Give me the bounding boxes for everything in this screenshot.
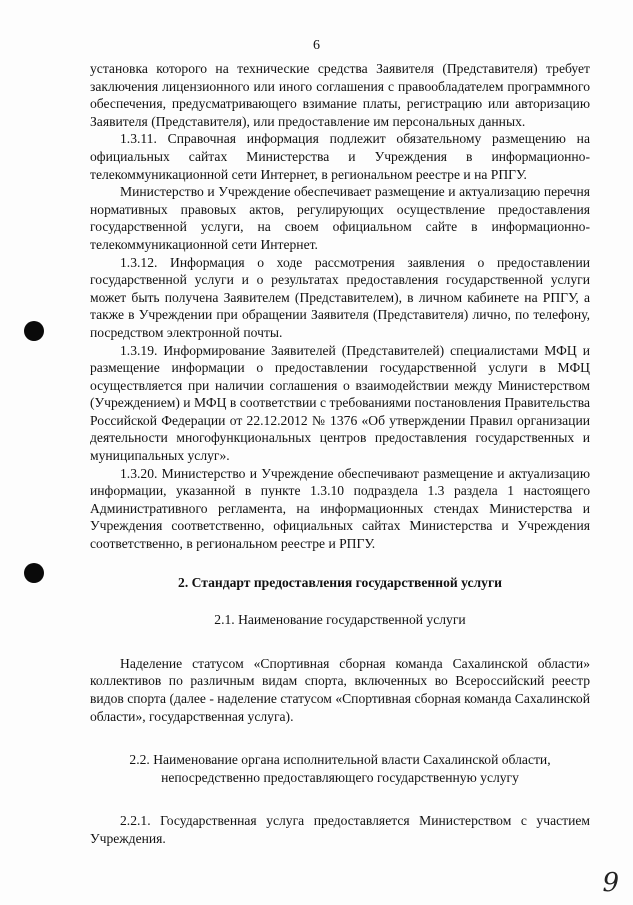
paragraph-service-name: Наделение статусом «Спортивная сборная команда Сахалинской области» коллективов по различным видам спорта, включенных во Всероссийский реестр видов спорта (далее - наделение статусом «Спортивная сборная команда Сахалинской области», государственная услуга). [90, 655, 590, 724]
handwritten-page-number: 9 [602, 868, 619, 898]
paragraph-1-3-11: 1.3.11. Справочная информация подлежит обязательному размещению на официальных сайтах Министерства и Учреждения в информационно-телекоммуникационной сети Интернет, в региональном реестре и на РПГУ. [90, 131, 590, 182]
document-body [90, 60, 590, 848]
paragraph-continuation: установка которого на технические средства Заявителя (Представителя) требует заключения лицензионного или иного соглашения с правообладателем программного обеспечения, предусматривающего взимание платы, регистрацию или авторизацию Заявителя (Представителя), или предоставление им персональных данных. [90, 61, 590, 129]
paragraph-npa-list: Министерство и Учреждение обеспечивает размещение и актуализацию перечня нормативных правовых актов, регулирующих осуществление предоставления государственной услуги, на своем официальном сайте в информационно-телекоммуникационной сети Интернет. [90, 184, 590, 252]
section-heading-2: 2. Стандарт предоставления государственной услуги [178, 574, 502, 590]
subsection-heading-2-1: 2.1. Наименование государственной услуги [214, 612, 466, 628]
punch-hole [24, 563, 44, 583]
subsection-heading-2-2-line2: непосредственно предоставляющего государственную услугу [161, 769, 519, 785]
paragraph-1-3-19: 1.3.19. Информирование Заявителей (Представителей) специалистами МФЦ и размещение информации о предоставлении государственной услуги в МФЦ осуществляется при наличии соглашения о взаимодействии между Министерством (Учреждением) и МФЦ в соответствии с требованиями постановления Правительства Российской Федерации от 22.12.2012 № 1376 «Об утверждении Правил организации деятельности многофункциональных центров предоставления государственных и муниципальных услуг». [90, 342, 590, 464]
paragraph-1-3-20: 1.3.20. Министерство и Учреждение обеспечивают размещение и актуализацию информации, указанной в пункте 1.3.10 подраздела 1.3 раздела 1 настоящего Административного регламента, на информационных стендах Министерства и Учреждения соответственно, официальных сайтах Министерства и Учреждения соответственно, в региональном реестре и РПГУ. [90, 465, 590, 552]
paragraph-1-3-12: 1.3.12. Информация о ходе рассмотрения заявления о предоставлении государственной услуги и о результатах предоставления государственной услуги может быть получена Заявителем (Представителем), в личном кабинете на РПГУ, а также в Учреждении при обращении Заявителя (Представителя) лично, по телефону, посредством электронной почты. [90, 254, 590, 340]
page-number: 6 [313, 38, 320, 53]
punch-hole [24, 321, 44, 341]
paragraph-2-2-1: 2.2.1. Государственная услуга предоставляется Министерством с участием Учреждения. [90, 813, 590, 846]
subsection-heading-2-2-line1: 2.2. Наименование органа исполнительной власти Сахалинской области, [129, 752, 551, 768]
